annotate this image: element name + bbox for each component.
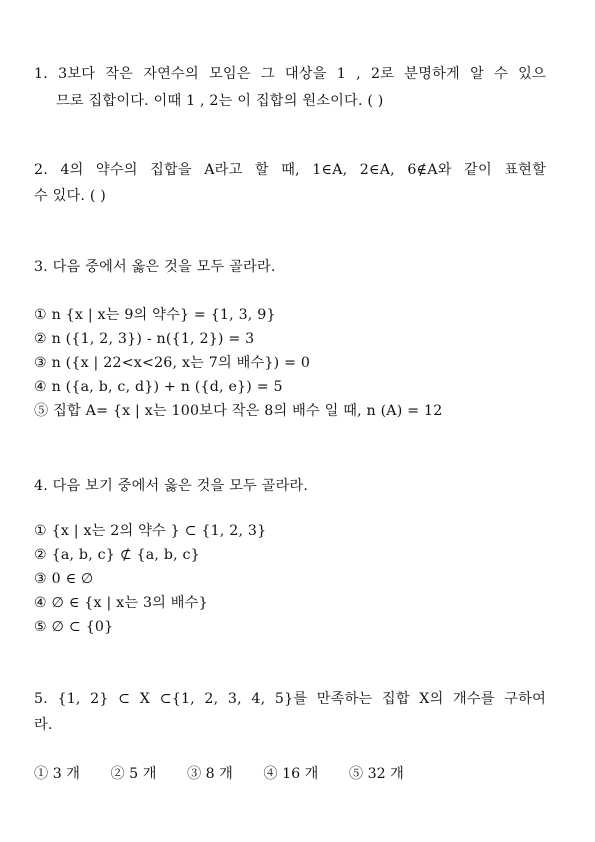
q5-options xyxy=(34,765,404,783)
q3-choice-3: ③ n ({x | 22<x<26, x는 7의 배수}) = 0 xyxy=(34,355,311,371)
q4-choice-1: ① {x | x는 2의 약수 } ⊂ {1, 2, 3} xyxy=(34,523,267,539)
q3-choice-4: ④ n ({a, b, c, d}) + n ({d, e}) = 5 xyxy=(34,379,283,395)
q4-choice-3: ③ 0 ∈ ∅ xyxy=(34,571,94,587)
q5-option-3: ③ 8 개 xyxy=(186,766,233,782)
q5-option-2: ② 5 개 xyxy=(110,766,157,782)
q3-choice-1: ① n {x | x는 9의 약수} = {1, 3, 9} xyxy=(34,307,276,323)
q4-choice-2: ② {a, b, c} ⊄ {a, b, c} xyxy=(34,547,200,563)
q5-line2: 라. xyxy=(34,717,53,733)
q5-option-4: ④ 16 개 xyxy=(263,766,319,782)
q2-line2: 수 있다. ( ) xyxy=(34,188,107,204)
q3-choice-5: ⑤ 집합 A= {x | x는 100보다 작은 8의 배수 일 때, n (A) = 12 xyxy=(34,403,443,419)
q5-option-1: ① 3 개 xyxy=(34,766,80,782)
q2-line1: 2. 4의 약수의 집합을 A라고 할 때, 1∈A, 2∈A, 6∉A와 같이 표현할 xyxy=(34,162,546,178)
q5-line1: 5. {1, 2} ⊂ X ⊂{1, 2, 3, 4, 5}를 만족하는 집합 X의 개수를 구하여 xyxy=(34,691,546,707)
q4-choice-5: ⑤ ∅ ⊂ {0} xyxy=(34,619,114,635)
q1-line1: 1. 3보다 작은 자연수의 모임은 그 대상을 1 , 2로 분명하게 알 수 있으 xyxy=(34,66,546,82)
q3-choice-2: ② n ({1, 2, 3}) - n({1, 2}) = 3 xyxy=(34,331,255,347)
q4-choice-4: ④ ∅ ∈ {x | x는 3의 배수} xyxy=(34,595,208,611)
q5-option-5: ⑤ 32 개 xyxy=(348,766,404,782)
q4-prompt: 4. 다음 보기 중에서 옳은 것을 모두 골라라. xyxy=(34,478,309,494)
q1-line2: 므로 집합이다. 이때 1 , 2는 이 집합의 원소이다. ( ) xyxy=(56,93,384,109)
q3-prompt: 3. 다음 중에서 옳은 것을 모두 골라라. xyxy=(34,259,276,275)
